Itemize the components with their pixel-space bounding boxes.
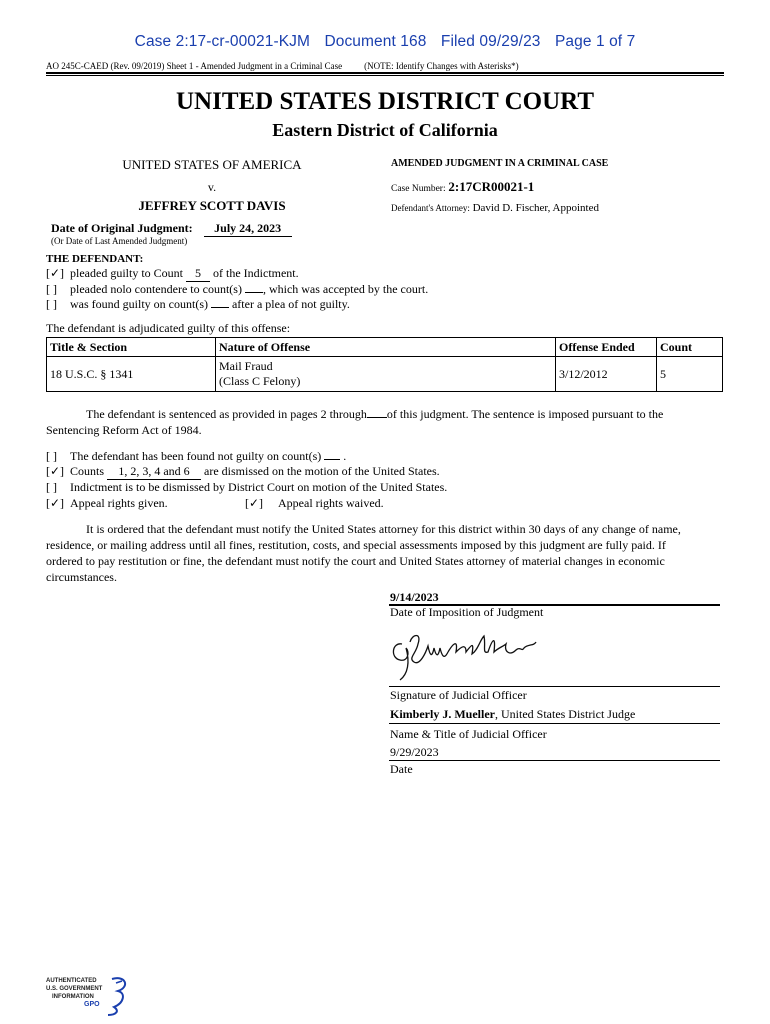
original-judgment-row (51, 221, 292, 237)
name-title-rule (389, 723, 720, 724)
form-id: AO 245C-CAED (Rev. 09/2019) Sheet 1 - Amended Judgment in a Criminal Case (46, 61, 343, 71)
found-guilty-checkbox[interactable]: [ ] (46, 297, 57, 311)
found-guilty-line (46, 297, 350, 312)
date-rule (389, 760, 720, 761)
counts-dismissed-post: are dismissed on the motion of the United States. (204, 464, 440, 478)
counts-dismissed-line (46, 464, 440, 480)
signature-label: Signature of Judicial Officer (390, 688, 527, 702)
col-nature: Nature of Offense (216, 338, 556, 357)
gpo-line-3: INFORMATION (52, 994, 94, 1000)
defendant-heading: THE DEFENDANT: (46, 253, 144, 265)
col-count: Count (657, 338, 723, 357)
case-number-value: 2:17CR00021-1 (448, 179, 535, 194)
gpo-line-4: GPO (84, 1001, 100, 1008)
case-number-label: Case Number: (391, 184, 446, 194)
attorney-row (391, 202, 599, 214)
appeal-given-checkbox[interactable]: [✓] (46, 496, 65, 510)
not-guilty-line (46, 449, 346, 464)
table-row (47, 357, 723, 392)
plea-guilty-post: of the Indictment. (213, 266, 299, 280)
found-guilty-text: was found guilty on count(s) (70, 297, 208, 311)
appeal-waived-checkbox[interactable]: [✓] (245, 496, 264, 510)
order-line-3: ordered to pay restitution or fine, the defendant must notify the court and United States attorney of material changes in economic (46, 554, 665, 568)
versus: v. (207, 180, 217, 194)
attorney-value: David D. Fischer, Appointed (472, 202, 599, 214)
appeal-waived-line (245, 496, 384, 511)
original-judgment-sub: (Or Date of Last Amended Judgment) (51, 236, 188, 246)
plea-nolo-count (245, 292, 263, 293)
plea-nolo-checkbox[interactable]: [ ] (46, 282, 57, 296)
signature-date: 9/29/2023 (390, 745, 439, 759)
not-guilty-checkbox[interactable]: [ ] (46, 449, 57, 463)
offense-table (46, 337, 723, 392)
handwritten-signature (388, 622, 548, 684)
not-guilty-text: The defendant has been found not guilty on count(s) (70, 449, 322, 463)
not-guilty-post: . (343, 449, 347, 463)
appeal-waived-text: Appeal rights waived. (278, 496, 384, 510)
header-rule-thin (46, 75, 724, 76)
judge-name-row (390, 707, 635, 722)
order-line-1: It is ordered that the defendant must notify the United States attorney for this district within 30 days of any change of name, (86, 522, 681, 536)
indictment-dismissed-checkbox[interactable]: [ ] (46, 480, 57, 494)
original-judgment-label: Date of Original Judgment: (51, 221, 193, 235)
col-offense-ended: Offense Ended (556, 338, 657, 357)
header-rule (46, 72, 724, 74)
cell-nature-line1: Mail Fraud (219, 359, 273, 373)
date-label: Date (390, 762, 413, 776)
indictment-dismissed-line (46, 480, 447, 495)
indictment-dismissed-text: Indictment is to be dismissed by District Court on motion of the United States. (70, 480, 448, 494)
form-note: (NOTE: Identify Changes with Asterisks*) (364, 61, 519, 71)
imposition-label: Date of Imposition of Judgment (390, 605, 544, 619)
document-title: AMENDED JUDGMENT IN A CRIMINAL CASE (391, 158, 609, 169)
gpo-eagle-icon (46, 973, 130, 1017)
cell-offense-ended: 3/12/2012 (556, 357, 657, 392)
plea-guilty-line (46, 266, 299, 282)
gpo-line-1: AUTHENTICATED (46, 978, 97, 984)
counts-dismissed-value: 1, 2, 3, 4 and 6 (107, 464, 201, 480)
sentence-paragraph (46, 406, 724, 438)
counts-dismissed-label: Counts (70, 464, 105, 478)
page-indicator: Page 1 of 7 (554, 33, 636, 50)
offense-table-header (47, 338, 723, 357)
sentence-line-1 (46, 406, 724, 422)
imposition-date: 9/14/2023 (390, 590, 439, 604)
form-id-line (46, 61, 519, 71)
plaintiff-name: UNITED STATES OF AMERICA (122, 157, 302, 172)
filed-date-header: Filed 09/29/23 (440, 33, 541, 50)
not-guilty-blank (324, 459, 340, 460)
order-paragraph (46, 521, 724, 585)
appeal-given-text: Appeal rights given. (70, 496, 168, 510)
plea-nolo-line (46, 282, 428, 297)
court-name: UNITED STATES DISTRICT COURT (176, 88, 594, 115)
attorney-label: Defendant's Attorney: (391, 203, 470, 213)
sentence-pages-blank (367, 417, 387, 418)
name-title-label: Name & Title of Judicial Officer (390, 727, 547, 741)
sentence-line-2: Sentencing Reform Act of 1984. (46, 423, 202, 437)
cell-nature (216, 357, 556, 392)
cell-count: 5 (657, 357, 723, 392)
sentence-text-a: The defendant is sentenced as provided in pages 2 through (86, 407, 367, 421)
case-number-header: Case 2:17-cr-00021-KJM (134, 33, 311, 50)
document-number-header: Document 168 (324, 33, 427, 50)
plea-nolo-text: pleaded nolo contendere to count(s) (70, 282, 242, 296)
found-guilty-count (211, 307, 229, 308)
gpo-line-2: U.S. GOVERNMENT (46, 986, 103, 992)
found-guilty-post: after a plea of not guilty. (231, 297, 350, 311)
col-title-section: Title & Section (47, 338, 216, 357)
court-district: Eastern District of California (272, 120, 498, 140)
judge-title: , United States District Judge (494, 707, 636, 721)
judge-name: Kimberly J. Mueller (390, 707, 495, 721)
cell-nature-line2: (Class C Felony) (219, 374, 301, 388)
offense-intro: The defendant is adjudicated guilty of this offense: (46, 321, 291, 335)
order-line-4: circumstances. (46, 570, 117, 584)
counts-dismissed-checkbox[interactable]: [✓] (46, 464, 65, 478)
signature-rule (389, 686, 720, 687)
plea-guilty-count: 5 (186, 266, 210, 282)
filing-header (0, 33, 770, 51)
gpo-authentication-badge (46, 973, 130, 1022)
cell-title-section: 18 U.S.C. § 1341 (47, 357, 216, 392)
order-line-2: residence, or mailing address until all fines, restitution, costs, and special assessments imposed by this judgment are fully paid. If (46, 538, 666, 552)
appeal-line (46, 496, 168, 511)
plea-nolo-post: , which was accepted by the court. (262, 282, 429, 296)
sentence-text-b: of this judgment. The sentence is imposed pursuant to the (386, 407, 664, 421)
case-number-row (391, 179, 534, 195)
plea-guilty-checkbox[interactable]: [✓] (46, 266, 65, 280)
original-judgment-date: July 24, 2023 (204, 221, 292, 237)
plea-guilty-text: pleaded guilty to Count (70, 266, 183, 280)
defendant-name: JEFFREY SCOTT DAVIS (138, 198, 286, 213)
